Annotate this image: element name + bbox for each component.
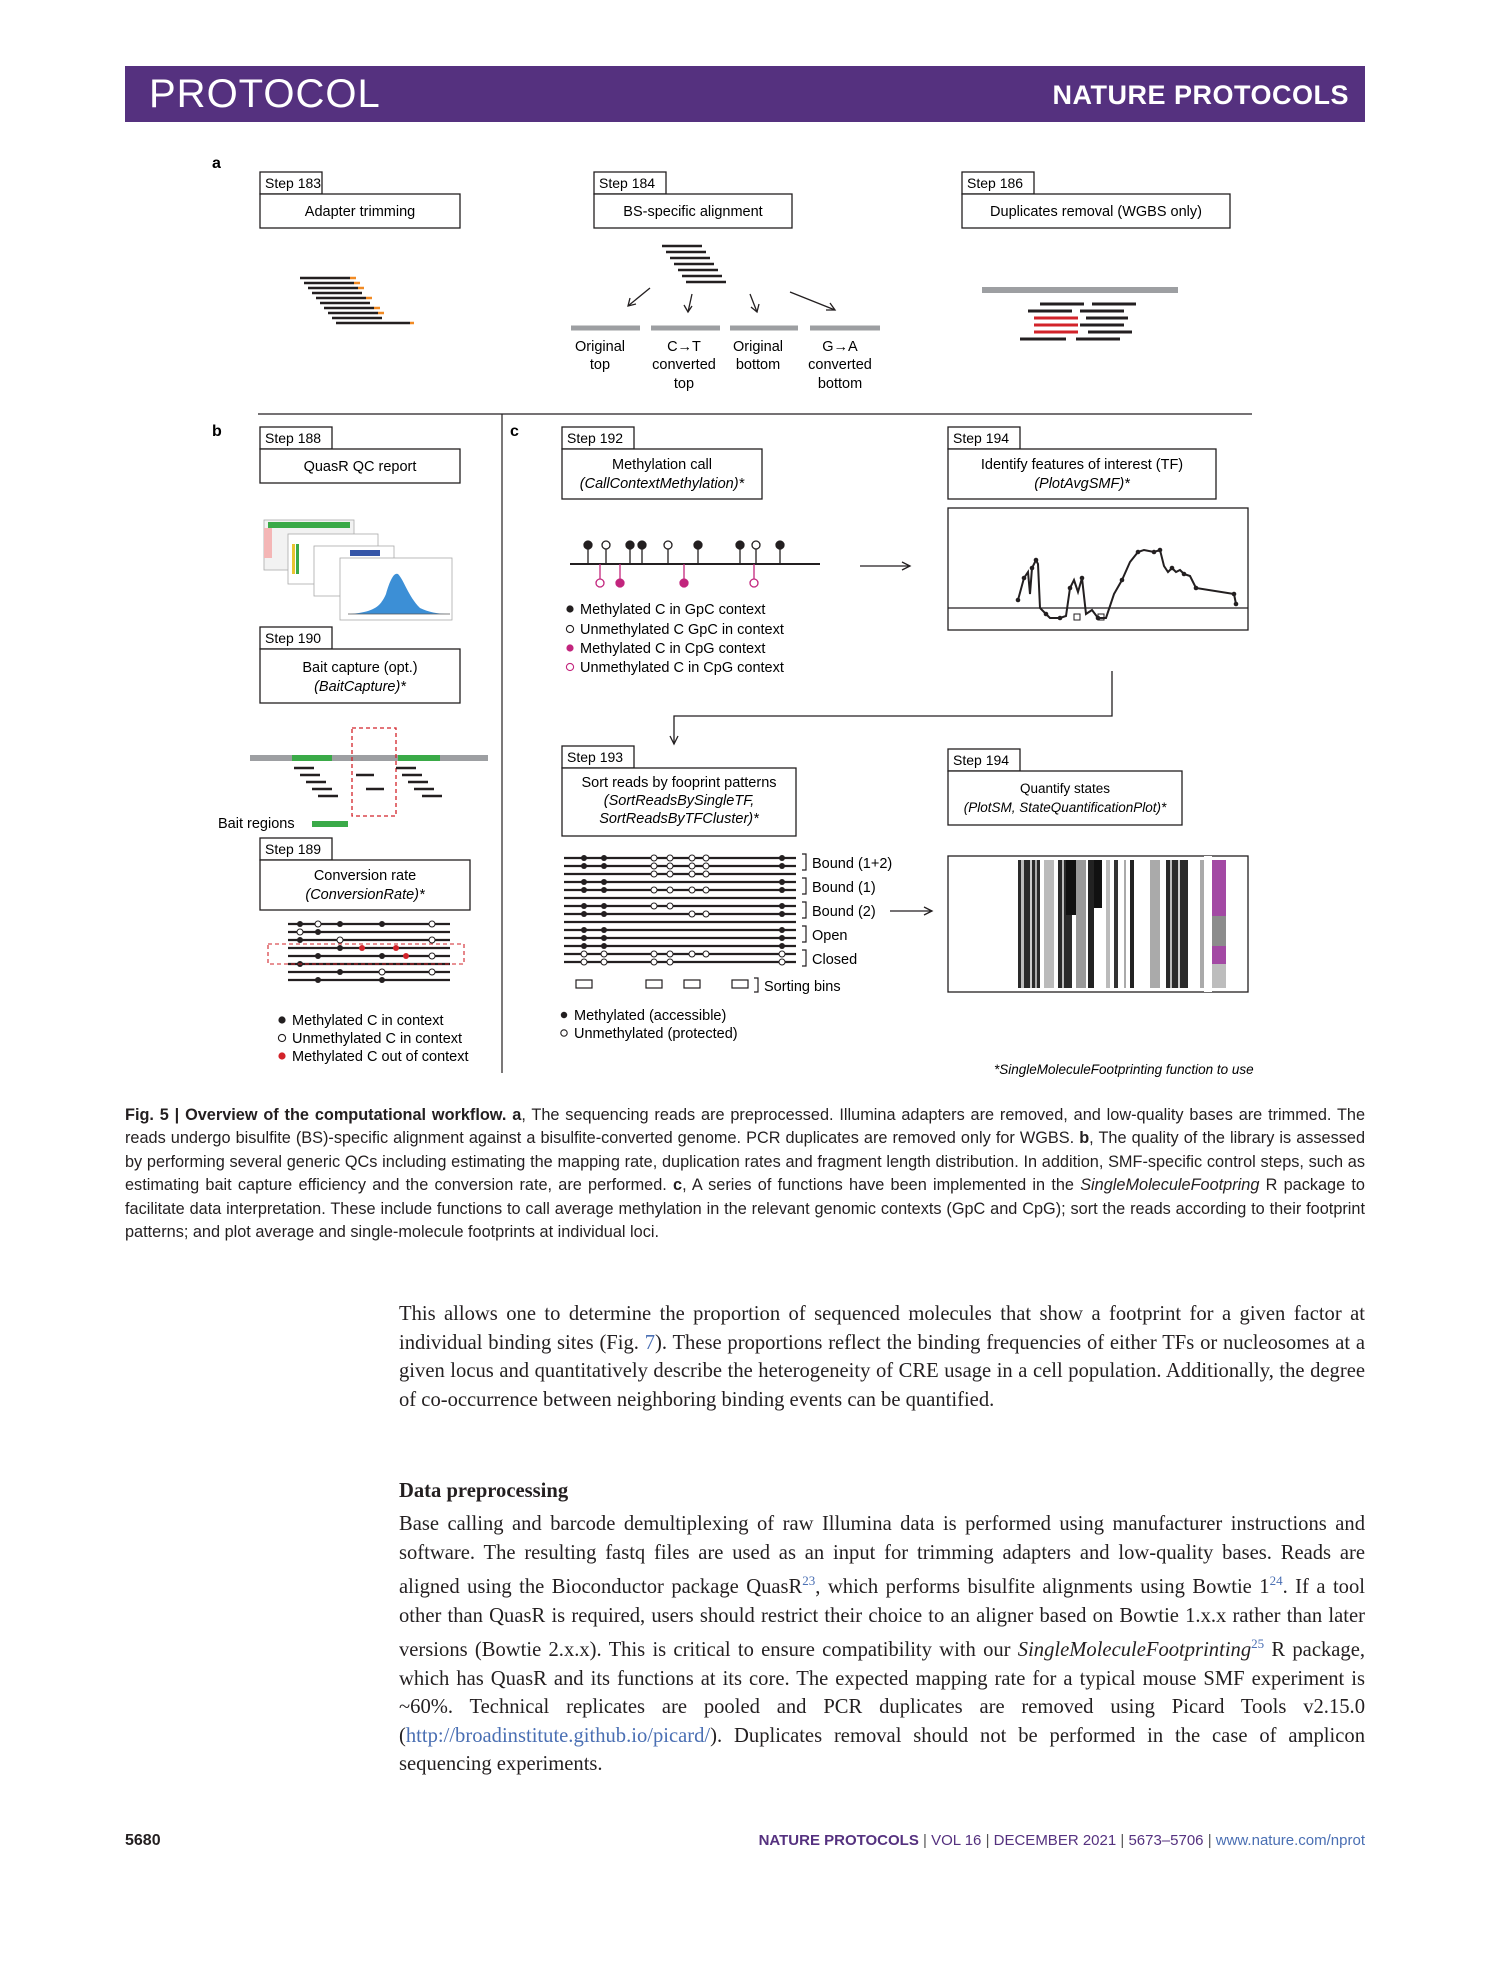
svg-text:(ConversionRate)*: (ConversionRate)* xyxy=(305,887,425,903)
step-194-quantify xyxy=(948,749,1182,825)
svg-text:Unmethylated (protected): Unmethylated (protected) xyxy=(574,1026,738,1042)
panel-c-legend2 xyxy=(561,1008,738,1042)
bs-alignment-reads xyxy=(662,246,726,282)
caption-b-label: b xyxy=(1079,1129,1090,1148)
svg-text:(BaitCapture)*: (BaitCapture)* xyxy=(314,679,406,695)
svg-text:Step 188: Step 188 xyxy=(265,430,322,446)
svg-text:Methylated C in GpC context: Methylated C in GpC context xyxy=(580,602,766,618)
caption-c-label: c xyxy=(673,1176,683,1195)
svg-text:bottom: bottom xyxy=(817,376,863,392)
arrow-to-states-plot xyxy=(890,907,932,915)
caption-c-text-1: , A series of functions have been implemented in the xyxy=(682,1176,1081,1195)
svg-text:converted: converted xyxy=(808,357,872,373)
figure-5 xyxy=(200,148,1260,1088)
svg-text:Conversion rate: Conversion rate xyxy=(313,868,417,884)
footer-citation: NATURE PROTOCOLS | VOL 16 | DECEMBER 2021 | 5673–5706 | www.nature.com/nprot xyxy=(758,1832,1365,1849)
fig-7-link[interactable]: 7 xyxy=(644,1331,656,1354)
svg-text:Methylated (accessible): Methylated (accessible) xyxy=(574,1008,727,1024)
svg-text:Step 183: Step 183 xyxy=(265,175,322,191)
svg-text:Open: Open xyxy=(812,928,848,944)
panel-b-legend xyxy=(278,1013,468,1065)
page-number: 5680 xyxy=(125,1832,161,1849)
step-193 xyxy=(562,746,796,836)
svg-text:Original: Original xyxy=(575,339,625,355)
sorted-reads xyxy=(564,855,796,988)
svg-text:Methylation call: Methylation call xyxy=(612,457,712,473)
connector-arrow xyxy=(670,671,1112,744)
figure-caption xyxy=(125,1104,1365,1244)
journal-url-link[interactable]: www.nature.com/nprot xyxy=(1215,1832,1365,1849)
ref-23-link[interactable]: 23 xyxy=(802,1573,816,1589)
step-189 xyxy=(260,838,470,910)
svg-text:Identify features of interest: Identify features of interest (TF) xyxy=(980,457,1184,473)
svg-text:Methylated C out of context: Methylated C out of context xyxy=(292,1049,469,1065)
step-192 xyxy=(562,427,762,499)
svg-text:Step 184: Step 184 xyxy=(599,175,656,191)
ref-24-link[interactable]: 24 xyxy=(1269,1573,1283,1589)
step-188 xyxy=(260,427,460,483)
section-heading: Data preprocessing xyxy=(399,1480,569,1502)
journal-title: NATURE PROTOCOLS xyxy=(1052,80,1349,110)
caption-a-text: , The sequencing reads are preprocessed. Illumina adapters are removed, and low-quality bases are trimmed. The reads undergo bisulfite (BS)-specific alignment against a bisulfite-converted genome. PCR duplicates are removed only for WGBS. xyxy=(125,1106,1366,1148)
svg-text:G→A: G→A xyxy=(822,339,858,355)
svg-text:Quantify states: Quantify states xyxy=(1019,781,1111,796)
svg-text:Sorting bins: Sorting bins xyxy=(764,979,841,995)
svg-text:top: top xyxy=(589,357,611,373)
svg-text:Bait capture (opt.): Bait capture (opt.) xyxy=(302,660,418,676)
strand-labels xyxy=(575,339,872,392)
caption-a-label: a xyxy=(512,1106,522,1124)
caption-b-text: , The quality of the library is assessed by performing several generic QCs including estimating the mapping rate, duplication rates and fragment length distribution. In addition, SMF-specific control steps, such as estimating bait capture efficiency and the conversion rate, are performed. xyxy=(125,1129,1365,1195)
adapter-trimming-reads xyxy=(300,278,414,323)
step-184 xyxy=(594,172,792,228)
svg-text:Duplicates removal (WGBS only): Duplicates removal (WGBS only) xyxy=(990,204,1202,220)
picard-url-link[interactable]: http://broadinstitute.github.io/picard/ xyxy=(405,1724,711,1747)
section-title: PROTOCOL xyxy=(149,72,381,116)
footnote: *SingleMoleculeFootprinting function to use xyxy=(994,1062,1254,1077)
panel-a-label: a xyxy=(212,155,221,172)
svg-text:bottom: bottom xyxy=(735,357,781,373)
methylation-call-lollipops xyxy=(570,541,820,587)
panel-c-legend1 xyxy=(566,602,784,676)
svg-text:Closed: Closed xyxy=(812,952,858,968)
svg-text:Step 189: Step 189 xyxy=(265,841,322,857)
svg-text:(PlotAvgSMF)*: (PlotAvgSMF)* xyxy=(1034,476,1130,492)
svg-text:Step 186: Step 186 xyxy=(967,175,1024,191)
body-paragraph-2: Base calling and barcode demultiplexing of raw Illumina data is performed using manufacturer instructions and software. The resulting fastq files are used as an input for trimming adapters and low-quality bases. Reads are aligned using the Bioconductor package QuasR$^{23}$, which performs bisulfite alignments using Bowtie $1^{24}$. If a tool other than QuasR is required, users should restrict their choice to an aligner based on Bowtie 1.x.x rather than later versions (Bowtie 2.x.x). This is critical to ensure compatibility with our SingleMoleculeFootprinting$^{25}$ R package, which has QuasR and its functions at its core. The expected mapping rate for a typical mouse SMF experiment is ~60%. Technical replicates are pooled and PCR duplicates are removed using Picard Tools v2.15.0 (http://broadinstitute.github.io/picard/). Duplicates removal should not be performed in the case of amplicon sequencing experiments. xyxy=(399,1513,1365,1776)
body-paragraph-1: This allows one to determine the proportion of sequenced molecules that show a footprint for a given factor at individual binding sites (Fig. 7). These proportions reflect the binding frequencies of either TFs or nucleosomes at a given locus and quantitatively describe the heterogeneity of CRE usage in a cell population. Additionally, the degree of co-occurrence between neighboring binding events can be quantified. xyxy=(399,1303,1365,1411)
svg-text:Bound (1+2): Bound (1+2) xyxy=(812,856,893,872)
svg-text:C→T: C→T xyxy=(667,339,701,355)
step-186 xyxy=(962,172,1230,228)
svg-text:BS-specific alignment: BS-specific alignment xyxy=(623,204,763,220)
bait-regions-label: Bait regions xyxy=(218,816,295,832)
bait-capture-diagram xyxy=(250,728,488,816)
step-194-features xyxy=(948,427,1216,499)
ref-25-link[interactable]: 25 xyxy=(1251,1636,1265,1652)
svg-text:(CallContextMethylation)*: (CallContextMethylation)* xyxy=(579,476,745,492)
svg-text:Bound (1): Bound (1) xyxy=(812,880,876,896)
svg-text:Step 190: Step 190 xyxy=(265,630,322,646)
svg-text:Unmethylated C GpC in context: Unmethylated C GpC in context xyxy=(580,622,784,638)
alignment-arrows xyxy=(628,288,835,312)
svg-text:Step 192: Step 192 xyxy=(567,430,624,446)
svg-text:Unmethylated C in CpG context: Unmethylated C in CpG context xyxy=(580,660,784,676)
duplicates-reads xyxy=(982,290,1178,339)
svg-text:Sort reads by fooprint pattern: Sort reads by fooprint patterns xyxy=(581,775,777,791)
state-labels xyxy=(764,856,892,995)
step-190 xyxy=(260,627,460,703)
panel-c-label: c xyxy=(510,423,519,440)
caption-c-text-2: R package to facilitate data interpretation. These include functions to call average methylation in the relevant genomic contexts (GpC and CpG); sort the reads according to their footprint patterns; and plot average and single-molecule footprints at individual loci. xyxy=(125,1176,1365,1242)
conversion-rate-reads xyxy=(268,921,464,983)
svg-text:Bound (2): Bound (2) xyxy=(812,904,876,920)
header-banner xyxy=(125,66,1365,122)
svg-text:(PlotSM, StateQuantificationPl: (PlotSM, StateQuantificationPlot)* xyxy=(963,800,1167,815)
svg-text:Unmethylated C in context: Unmethylated C in context xyxy=(292,1031,463,1047)
svg-text:Step 193: Step 193 xyxy=(567,749,624,765)
single-molecule-plot xyxy=(948,856,1248,992)
caption-label: Fig. 5 | Overview of the computational workflow. xyxy=(125,1106,507,1124)
svg-text:top: top xyxy=(673,376,695,392)
svg-text:Adapter trimming: Adapter trimming xyxy=(304,204,416,220)
svg-text:converted: converted xyxy=(652,357,716,373)
arrow-to-avg-plot xyxy=(860,562,910,570)
avg-smf-plot xyxy=(948,508,1248,630)
svg-text:QuasR QC report: QuasR QC report xyxy=(303,459,417,475)
svg-text:Original: Original xyxy=(733,339,783,355)
svg-text:Step 194: Step 194 xyxy=(953,752,1010,768)
caption-package: SingleMoleculeFootpring xyxy=(1080,1176,1260,1195)
svg-text:SortReadsByTFCluster)*: SortReadsByTFCluster)* xyxy=(599,811,759,827)
qc-report-thumbnails xyxy=(264,520,452,620)
svg-text:Step 194: Step 194 xyxy=(953,430,1010,446)
step-183 xyxy=(260,172,460,228)
svg-text:(SortReadsBySingleTF,: (SortReadsBySingleTF, xyxy=(603,793,755,809)
svg-text:Methylated C in context: Methylated C in context xyxy=(292,1013,444,1029)
panel-b-label: b xyxy=(212,423,222,440)
svg-text:Methylated C in CpG context: Methylated C in CpG context xyxy=(580,641,766,657)
